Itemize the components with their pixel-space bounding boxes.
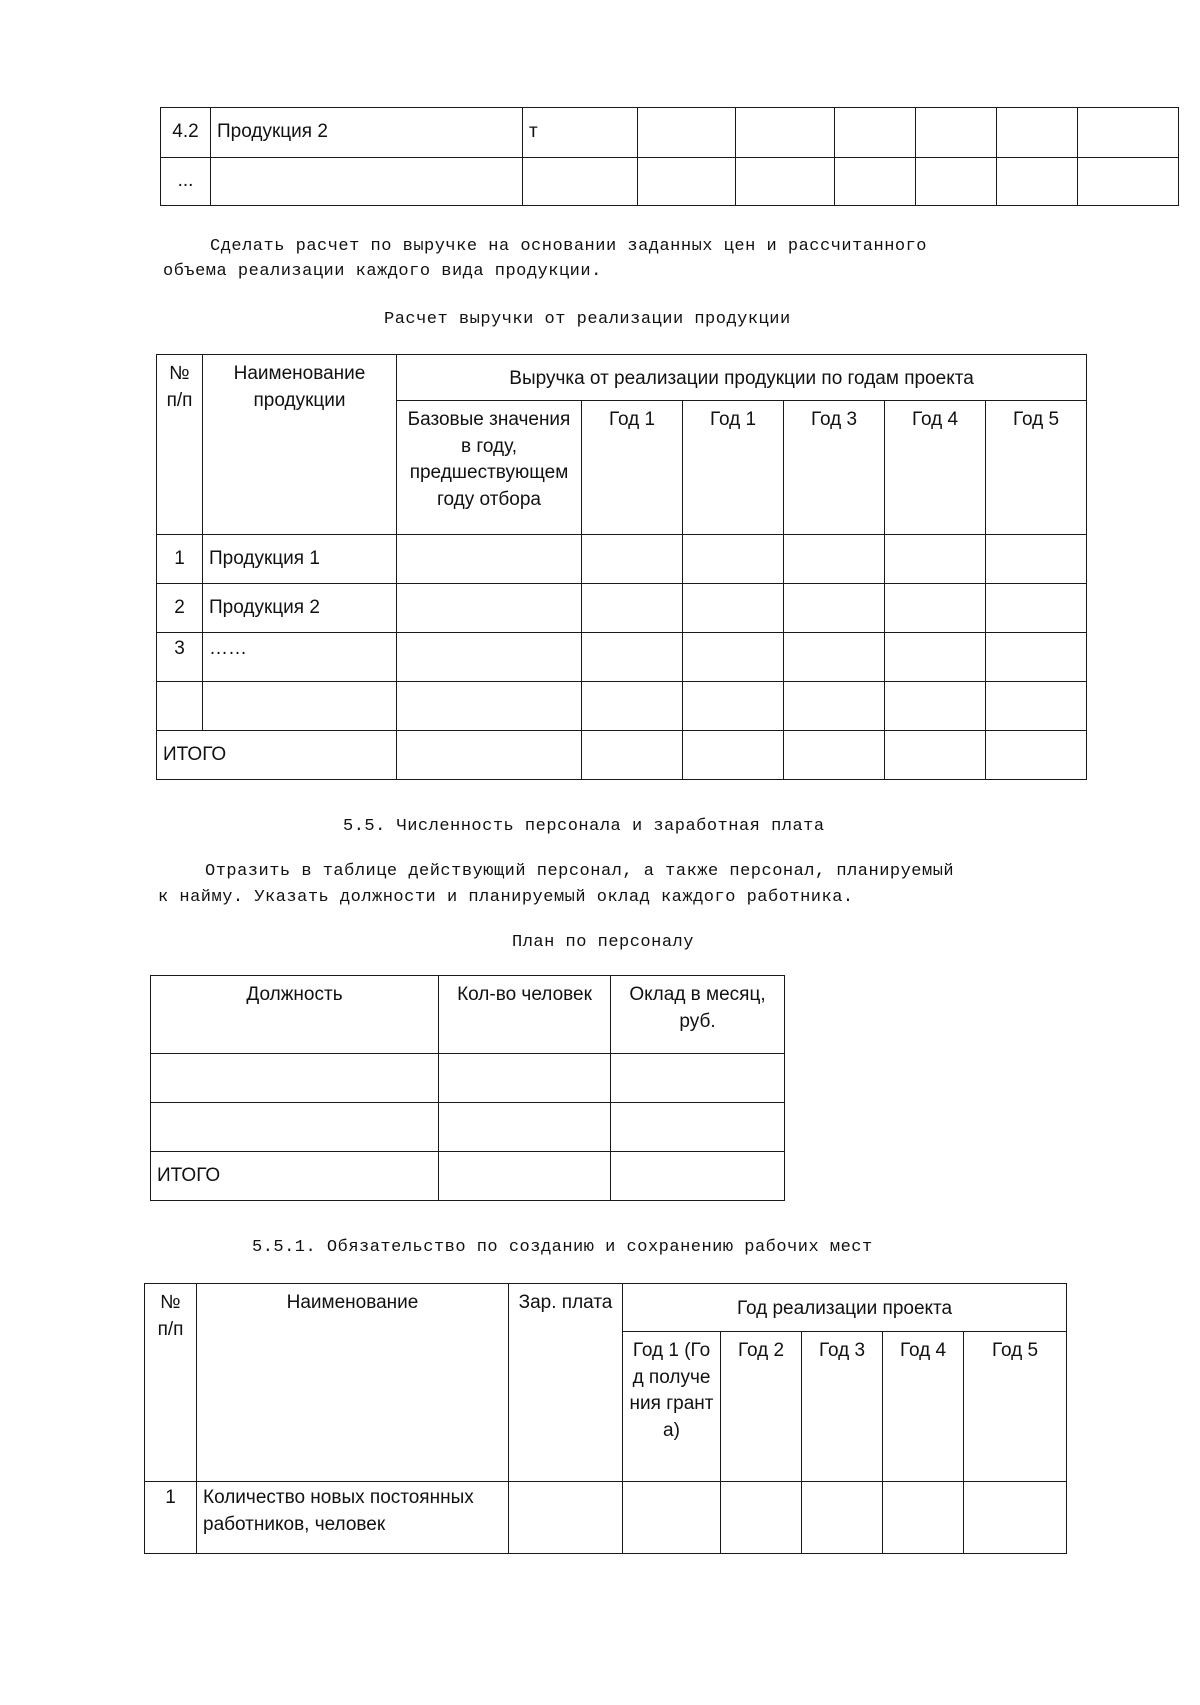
header-year: Год 1 (582, 401, 683, 535)
header-year: Год 1 (Год получения гранта) (623, 1332, 721, 1482)
product-unit (523, 158, 638, 206)
jobs-section-heading: 5.5.1. Обязательство по созданию и сохранению рабочих мест (252, 1238, 873, 1257)
header-year: Год 2 (721, 1332, 802, 1482)
empty-cell[interactable] (582, 535, 683, 584)
empty-cell[interactable] (916, 108, 997, 158)
table-header-row (157, 355, 1087, 401)
header-base-values: Базовые значения в году, предшествующем году отбора (397, 401, 582, 535)
empty-cell[interactable] (986, 731, 1087, 780)
product-unit: т (523, 108, 638, 158)
revenue-table-caption: Расчет выручки от реализации продукции (384, 310, 791, 329)
empty-cell[interactable] (986, 633, 1087, 682)
empty-cell[interactable] (885, 682, 986, 731)
empty-cell[interactable] (1078, 108, 1179, 158)
empty-cell[interactable] (885, 731, 986, 780)
header-name: Наименование (197, 1284, 509, 1482)
empty-cell[interactable] (883, 1482, 964, 1554)
product-name: …… (203, 633, 397, 682)
row-number: 1 (157, 535, 203, 584)
empty-cell[interactable] (397, 731, 582, 780)
header-headcount: Кол-во человек (439, 976, 611, 1054)
empty-cell[interactable] (397, 633, 582, 682)
empty-cell[interactable] (582, 633, 683, 682)
empty-cell[interactable] (784, 535, 885, 584)
empty-cell[interactable] (885, 584, 986, 633)
empty-cell[interactable] (683, 731, 784, 780)
table-row (157, 682, 1087, 731)
empty-cell[interactable] (835, 158, 916, 206)
empty-cell[interactable] (151, 1054, 439, 1103)
row-name: Количество новых постоянных работников, человек (197, 1482, 509, 1554)
empty-cell[interactable] (582, 731, 683, 780)
row-number: 4.2 (161, 108, 211, 158)
empty-cell[interactable] (509, 1482, 623, 1554)
table-row (157, 633, 1087, 682)
header-revenue-by-year: Выручка от реализации продукции по годам проекта (397, 355, 1087, 401)
empty-cell[interactable] (997, 158, 1078, 206)
header-number: № п/п (145, 1284, 197, 1482)
total-label: ИТОГО (157, 731, 397, 780)
product-name: Продукция 2 (211, 108, 523, 158)
empty-cell[interactable] (964, 1482, 1067, 1554)
empty-cell[interactable] (885, 535, 986, 584)
staff-plan-table (150, 975, 785, 1201)
table-row (157, 584, 1087, 633)
table-row (151, 1103, 785, 1152)
empty-cell[interactable] (986, 682, 1087, 731)
header-year: Год 4 (883, 1332, 964, 1482)
empty-cell[interactable] (638, 158, 736, 206)
empty-cell[interactable] (997, 108, 1078, 158)
revenue-table (156, 354, 1087, 780)
table-row (161, 158, 1179, 206)
staff-intro-line1: Отразить в таблице действующий персонал, а также персонал, планируемый (205, 862, 955, 881)
empty-cell[interactable] (784, 731, 885, 780)
revenue-intro-line1: Сделать расчет по выручке на основании заданных цен и рассчитанного (210, 237, 928, 256)
total-label: ИТОГО (151, 1152, 439, 1201)
empty-cell[interactable] (611, 1152, 785, 1201)
table-row (145, 1482, 1067, 1554)
empty-cell[interactable] (784, 584, 885, 633)
empty-cell[interactable] (397, 682, 582, 731)
table-row (161, 108, 1179, 158)
revenue-intro-line2: объема реализации каждого вида продукции. (163, 262, 602, 281)
empty-cell[interactable] (916, 158, 997, 206)
header-monthly-salary: Оклад в месяц, руб. (611, 976, 785, 1054)
row-number: ... (161, 158, 211, 206)
row-number: 3 (157, 633, 203, 682)
empty-cell[interactable] (439, 1103, 611, 1152)
row-number: 2 (157, 584, 203, 633)
product-name: Продукция 1 (203, 535, 397, 584)
empty-cell[interactable] (439, 1054, 611, 1103)
empty-cell[interactable] (885, 633, 986, 682)
header-year: Год 1 (683, 401, 784, 535)
header-year: Год 5 (964, 1332, 1067, 1482)
header-project-year: Год реализации проекта (623, 1284, 1067, 1332)
header-year: Год 4 (885, 401, 986, 535)
header-salary: Зар. плата (509, 1284, 623, 1482)
staff-section-heading: 5.5. Численность персонала и заработная плата (343, 817, 825, 836)
empty-cell[interactable] (784, 633, 885, 682)
empty-cell[interactable] (611, 1103, 785, 1152)
row-number (157, 682, 203, 731)
empty-cell[interactable] (721, 1482, 802, 1554)
staff-intro-line2: к найму. Указать должности и планируемый оклад каждого работника. (158, 888, 854, 907)
header-position: Должность (151, 976, 439, 1054)
empty-cell[interactable] (736, 158, 835, 206)
header-year: Год 3 (802, 1332, 883, 1482)
empty-cell[interactable] (683, 633, 784, 682)
empty-cell[interactable] (439, 1152, 611, 1201)
table-header-row (151, 976, 785, 1054)
staff-table-caption: План по персоналу (512, 933, 694, 952)
row-number: 1 (145, 1482, 197, 1554)
empty-cell[interactable] (784, 682, 885, 731)
empty-cell[interactable] (986, 584, 1087, 633)
empty-cell[interactable] (397, 584, 582, 633)
product-name: Продукция 2 (203, 584, 397, 633)
table-row (151, 1054, 785, 1103)
empty-cell[interactable] (835, 108, 916, 158)
header-year: Год 5 (986, 401, 1087, 535)
header-product-name: Наименование продукции (203, 355, 397, 535)
empty-cell[interactable] (623, 1482, 721, 1554)
empty-cell[interactable] (683, 584, 784, 633)
table-total-row (151, 1152, 785, 1201)
empty-cell[interactable] (736, 108, 835, 158)
product-name (203, 682, 397, 731)
empty-cell[interactable] (582, 584, 683, 633)
product-name (211, 158, 523, 206)
empty-cell[interactable] (638, 108, 736, 158)
top-products-table (160, 107, 1179, 206)
empty-cell[interactable] (683, 682, 784, 731)
empty-cell[interactable] (397, 535, 582, 584)
empty-cell[interactable] (683, 535, 784, 584)
empty-cell[interactable] (151, 1103, 439, 1152)
header-year: Год 3 (784, 401, 885, 535)
empty-cell[interactable] (1078, 158, 1179, 206)
empty-cell[interactable] (582, 682, 683, 731)
empty-cell[interactable] (802, 1482, 883, 1554)
table-header-row (145, 1284, 1067, 1332)
table-row (157, 535, 1087, 584)
empty-cell[interactable] (611, 1054, 785, 1103)
jobs-commitment-table (144, 1283, 1067, 1554)
header-number: № п/п (157, 355, 203, 535)
table-total-row (157, 731, 1087, 780)
empty-cell[interactable] (986, 535, 1087, 584)
